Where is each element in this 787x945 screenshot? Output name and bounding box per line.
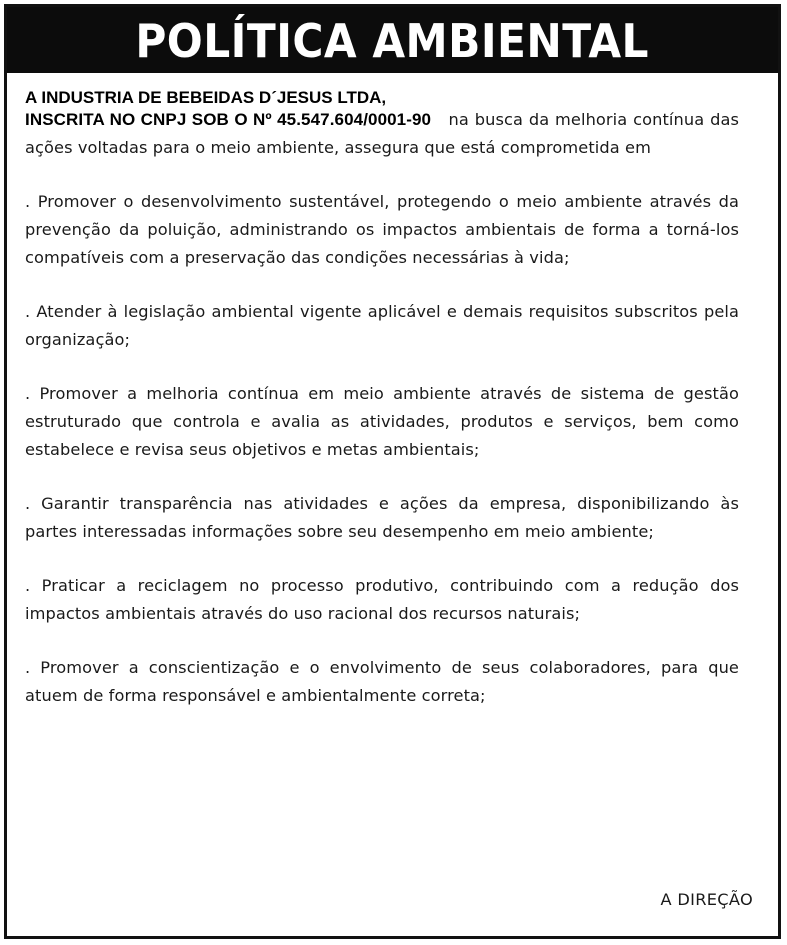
policy-item: . Garantir transparência nas atividades e ações da empresa, disponibilizando às partes interessadas informações sobre seu desempenho em meio ambiente; <box>25 494 739 541</box>
policy-item: . Atender à legislação ambiental vigente aplicável e demais requisitos subscritos pela organização; <box>25 302 739 349</box>
intro-text: na busca da melhoria contínua das ações voltadas para o meio ambiente, assegura que está comprometida em <box>25 110 739 157</box>
signature: A DIREÇÃO <box>660 890 753 909</box>
page-title: POLÍTICA AMBIENTAL <box>135 14 650 68</box>
cnpj-line: INSCRITA NO CNPJ SOB O Nº 45.547.604/0001-90 <box>25 110 432 129</box>
policy-item: . Promover a melhoria contínua em meio ambiente através de sistema de gestão estruturado que controla e avalia as atividades, produtos e serviços, bem como estabelece e revisa seus objetivos e metas ambientais; <box>25 384 739 459</box>
title-banner <box>7 7 778 73</box>
policy-content <box>25 86 739 710</box>
intro-paragraph <box>25 106 739 162</box>
company-name-line: A INDUSTRIA DE BEBEIDAS D´JESUS LTDA, <box>25 88 387 107</box>
policy-item: . Praticar a reciclagem no processo produtivo, contribuindo com a redução dos impactos ambientais através do uso racional dos recursos naturais; <box>25 576 739 623</box>
policy-item: . Promover o desenvolvimento sustentável, protegendo o meio ambiente através da prevenção da poluição, administrando os impactos ambientais de forma a torná-los compatíveis com a preservação das condições necessárias à vida; <box>25 192 739 267</box>
policy-item: . Promover a conscientização e o envolvimento de seus colaboradores, para que atuem de forma responsável e ambientalmente correta; <box>25 658 739 705</box>
